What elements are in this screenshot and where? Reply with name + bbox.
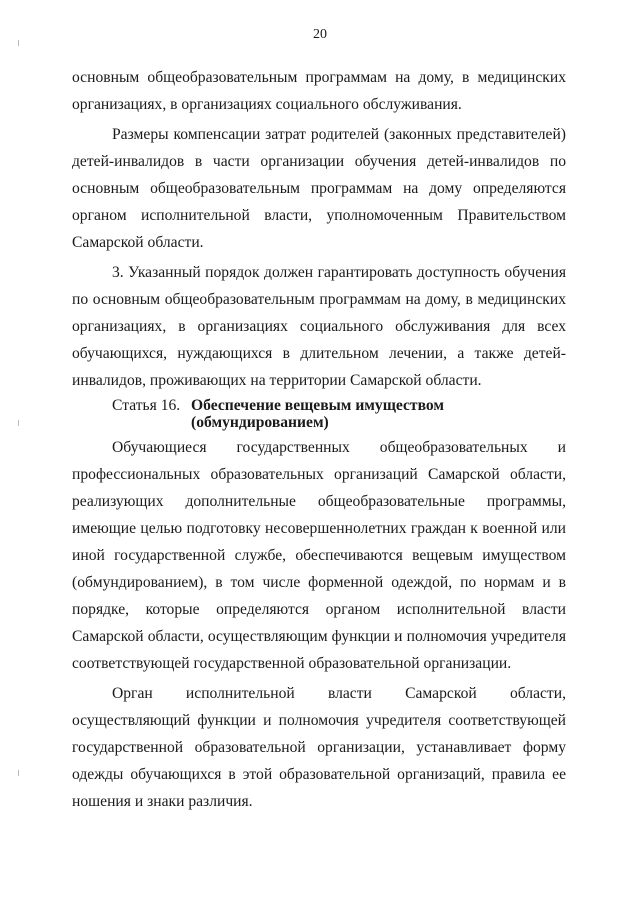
document-body bbox=[72, 64, 566, 818]
paragraph: Размеры компенсации затрат родителей (законных представителей) детей-инвалидов в части организации обучения детей-инвалидов по основным общеобразовательным программам на дому определяются органом исполнительной власти, уполномоченным Правительством Самарской области. bbox=[72, 126, 566, 251]
margin-mark bbox=[18, 40, 19, 46]
paragraph: Орган исполнительной власти Самарской области, осуществляющий функции и полномочия учредителя соответствующей государственной образовательной организации, устанавливает форму одежды обучающихся в этой образовательной организаций, правила ее ношения и знаки различия. bbox=[72, 685, 566, 810]
margin-mark bbox=[18, 770, 19, 776]
article-title-line: Обеспечение вещевым имуществом bbox=[191, 397, 445, 414]
paragraph: 3. Указанный порядок должен гарантировать доступность обучения по основным общеобразовательным программам на дому, в медицинских организациях, в организациях социального обслуживания для всех обучающихся, нуждающихся в длительном лечении, а также детей-инвалидов, проживающих на территории Самарской области. bbox=[72, 264, 566, 389]
article-number: Статья 16. bbox=[112, 397, 181, 414]
article-title-line: (обмундированием) bbox=[191, 414, 329, 431]
paragraph: основным общеобразовательным программам на дому, в медицинских организациях, в организациях социального обслуживания. bbox=[72, 69, 566, 113]
page-number: 20 bbox=[313, 27, 327, 42]
article-title bbox=[191, 397, 444, 431]
paragraph: Обучающиеся государственных общеобразовательных и профессиональных образовательных организаций Самарской области, реализующих дополнительные общеобразовательные программы, имеющие целью подготовку несовершеннолетних граждан к военной или иной государственной службе, обеспечиваются вещевым имуществом (обмундированием), в том числе форменной одеждой, по нормам и в порядке, которые определяются органом исполнительной власти Самарской области, осуществляющим функции и полномочия учредителя соответствующей государственной образовательной организации. bbox=[72, 439, 566, 672]
article-heading bbox=[72, 397, 566, 431]
margin-mark bbox=[18, 420, 19, 426]
